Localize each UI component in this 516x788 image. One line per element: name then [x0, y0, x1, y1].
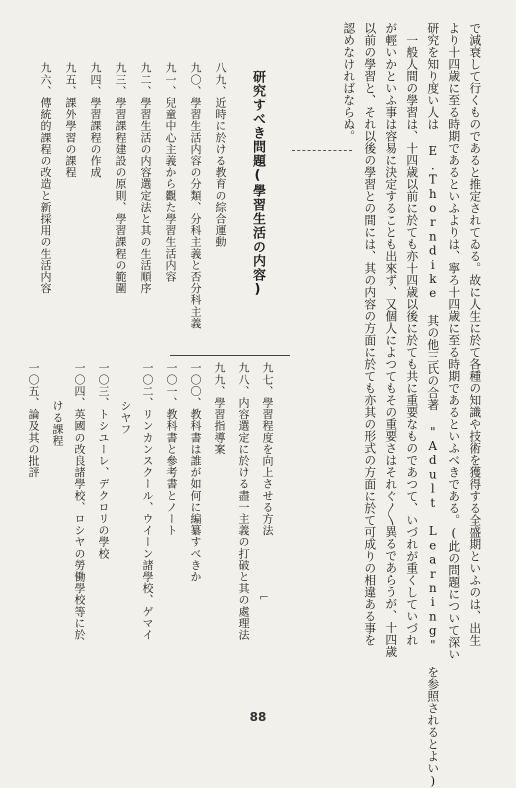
list-item: 九〇、學習生活内容の分類、分科主義と否分科主義 — [189, 62, 202, 329]
section-heading: 研究すべき問題(學習生活の内容) — [250, 70, 265, 298]
list-item: 九八、内容選定に於ける盡一主義の打破と其の處理法 — [237, 362, 250, 641]
list-item: 一〇二、リンカンスクール、ウイーン諸學校、ゲマイ — [141, 362, 154, 641]
body-line: 以前の學習と、それ以後の學習との間には、其の内容の方面に於ても亦其の形式の方面に於て可成りの相違ある事を — [362, 22, 377, 646]
list-item: 九二、學習生活の内容選定法と其の生活順序 — [139, 62, 152, 294]
list-item: 一〇三、トシユーレ、デクロリの學校 — [97, 362, 110, 560]
list-item: 九四、學習課程の作成 — [89, 62, 102, 178]
page-number: 88 — [249, 710, 267, 724]
list-item: 九九、學習指導案 — [213, 362, 226, 455]
body-line: 一般人間の學習は、十四歳以前に於ても亦十四歳以後に於ても共に重要なものであつて、いづれが重くしていづれ — [404, 34, 419, 646]
list-item: 九一、兒童中心主義から觀た學習生活内容 — [164, 62, 177, 283]
body-line: で減衰して行くものであると推定されてゐる。故に人生に於て各種の知識や技術を獲得する全盛期といふのは、出生 — [467, 22, 482, 646]
bracket-mark: ⌐ — [259, 590, 270, 604]
list-item-continuation: ける課程 — [51, 400, 64, 447]
list-item: 九七、學習程度を向上させる方法 — [261, 362, 274, 536]
list-item: 一〇一、教科書と參考書とノート — [165, 362, 178, 536]
body-line: 認めなければならぬ。 — [341, 22, 356, 142]
list-item: 一〇〇、教科書は誰が如何に編纂すべきか — [189, 362, 202, 583]
list-item: 九六、傳統的課程の改造と新採用の生活内容 — [39, 62, 52, 294]
list-item: 一〇四、英國の改良諸學校、ロシヤの勞働學校等に於 — [73, 362, 86, 641]
list-item-continuation: シヤフ — [119, 400, 132, 435]
tier-divider — [170, 355, 290, 356]
list-item: 九三、學習課程建設の原則、學習課程の範圍 — [114, 62, 127, 294]
list-item: 一〇五、論及其の批評 — [27, 362, 40, 478]
body-line: が輕いかといふ事は容易に決定することも出來ず、又個人によつてもその重要さはそれぐ〳〵異るであらうが、十四歳 — [383, 22, 398, 658]
body-line: 研究を知り度い人は E.Thorndike 其の他三氏の合著 "Adult Learning" を参照されるとよい) — [425, 22, 440, 788]
body-line: より十四歳に至る時期であるといふよりは、寧ろ十四歳に至る時期であるといふべきである。(此の問題について深い — [446, 22, 461, 661]
section-divider — [292, 150, 352, 151]
list-item: 八九、近時に於ける教育の綜合運動 — [214, 62, 227, 248]
list-item: 九五、課外學習の課程 — [64, 62, 77, 178]
